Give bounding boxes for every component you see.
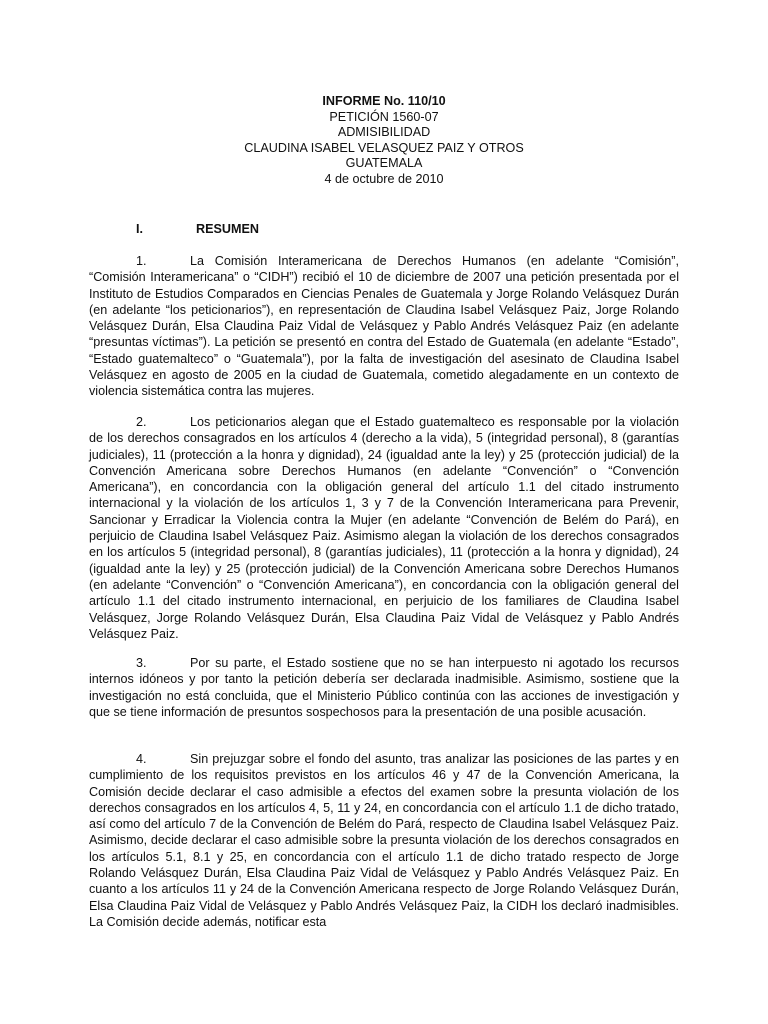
country-name: GUATEMALA (345, 156, 423, 171)
report-title: INFORME No. 110/10 (322, 94, 446, 108)
paragraph-4 (89, 751, 679, 930)
section-heading (136, 221, 259, 237)
paragraph-text: Por su parte, el Estado sostiene que no se han interpuesto ni agotado los recursos internos idóneos y por tanto la petición debería ser declarada inadmisible. Asimismo, sostiene que la investigación no está concluida, que el Ministerio Público continúa con las acciones de investigación y que se tiene información de presuntos sospechosos para la presentación de una posible acusación. (89, 656, 679, 719)
paragraph-text: Los peticionarios alegan que el Estado guatemalteco es responsable por la violación de los derechos consagrados en los artículos 4 (derecho a la vida), 5 (integridad personal), 8 (garantías judiciales), 11 (protección a la honra y dignidad), 24 (igualdad ante la ley) y 25 (protección judicial) de la Convención Americana sobre Derechos Humanos (en adelante “Convención” o “Convención Americana”), en concordancia con la obligación general del artículo 1.1 del citado instrumento internacional y la violación de los artículos 1, 3 y 7 de la Convención Interamericana para Prevenir, Sancionar y Erradicar la Violencia contra la Mujer (en adelante “Convención de Belém do Pará), en perjuicio de Claudina Isabel Velásquez Paiz. Asimismo alegan la violación de los derechos consagrados en los artículos 5 (integridad personal), 8 (garantías judiciales), 11 (protección a la honra y dignidad), 24 (igualdad ante la ley) y 25 (protección judicial) de la Convención Americana sobre Derechos Humanos (en adelante “Convención” o “Convención Americana”), en concordancia con la obligación general del artículo 1.1 del citado instrumento internacional, en perjuicio de los familiares de Claudina Isabel Velásquez, Jorge Rolando Velásquez Durán, Elsa Claudina Paiz Vidal de Velásquez y Pablo Andrés Velásquez Paiz. (89, 415, 679, 641)
paragraph-3 (89, 655, 679, 720)
paragraph-text: Sin prejuzgar sobre el fondo del asunto, tras analizar las posiciones de las partes y en cumplimiento de los requisitos previstos en los artículos 46 y 47 de la Convención Americana, la Comisión decide declarar el caso admisible a efectos del examen sobre la presunta violación de los derechos consagrados en los artículos 4, 5, 11 y 24, en concordancia con el artículo 1.1 de dicho tratado, así como del artículo 7 de la Convención de Belém do Pará, respecto de Claudina Isabel Velásquez Paiz. Asimismo, decide declarar el caso admisible sobre la presunta violación de los derechos consagrados en los artículos 5.1, 8.1 y 25, en concordancia con el artículo 1.1 de dicho tratado respecto de Jorge Rolando Velásquez Durán, Elsa Claudina Paiz Vidal de Velásquez y Pablo Andrés Velásquez Paiz. En cuanto a los artículos 11 y 24 de la Convención Americana respecto de Jorge Rolando Velásquez Durán, Elsa Claudina Paiz Vidal de Velásquez y Pablo Andrés Velásquez Paiz, la CIDH los declaró inadmisibles. La Comisión decide además, notificar esta (89, 752, 679, 929)
paragraph-number: 2. (136, 415, 147, 429)
paragraph-1 (89, 253, 679, 400)
section-title: RESUMEN (196, 222, 259, 236)
section-number: I. (136, 222, 143, 236)
paragraph-number: 3. (136, 656, 147, 670)
report-date: 4 de octubre de 2010 (324, 171, 444, 186)
petition-number: PETICIÓN 1560-07 (329, 109, 439, 124)
paragraph-text: La Comisión Interamericana de Derechos Humanos (en adelante “Comisión”, “Comisión Interamericana” o “CIDH”) recibió el 10 de diciembre de 2007 una petición presentada por el Instituto de Estudios Comparados en Ciencias Penales de Guatemala y Jorge Rolando Velásquez Durán (en adelante “los peticionarios”), en representación de Claudina Isabel Velásquez Paiz, Jorge Rolando Velásquez Durán, Elsa Claudina Paiz Vidal de Velásquez y Pablo Andrés Velásquez Paiz (en adelante “presuntas víctimas”). La petición se presentó en contra del Estado de Guatemala (en adelante “Estado”, “Estado guatemalteco” o “Guatemala”), por la falta de investigación del asesinato de Claudina Isabel Velásquez en agosto de 2005 en la ciudad de Guatemala, cometido alegadamente en un contexto de violencia sistemática contra las mujeres. (89, 254, 679, 399)
report-type: ADMISIBILIDAD (337, 125, 431, 140)
paragraph-number: 4. (136, 752, 147, 766)
case-parties: CLAUDINA ISABEL VELASQUEZ PAIZ Y OTROS (244, 140, 524, 155)
report-header (0, 94, 768, 188)
paragraph-number: 1. (136, 254, 147, 268)
paragraph-2 (89, 414, 679, 642)
